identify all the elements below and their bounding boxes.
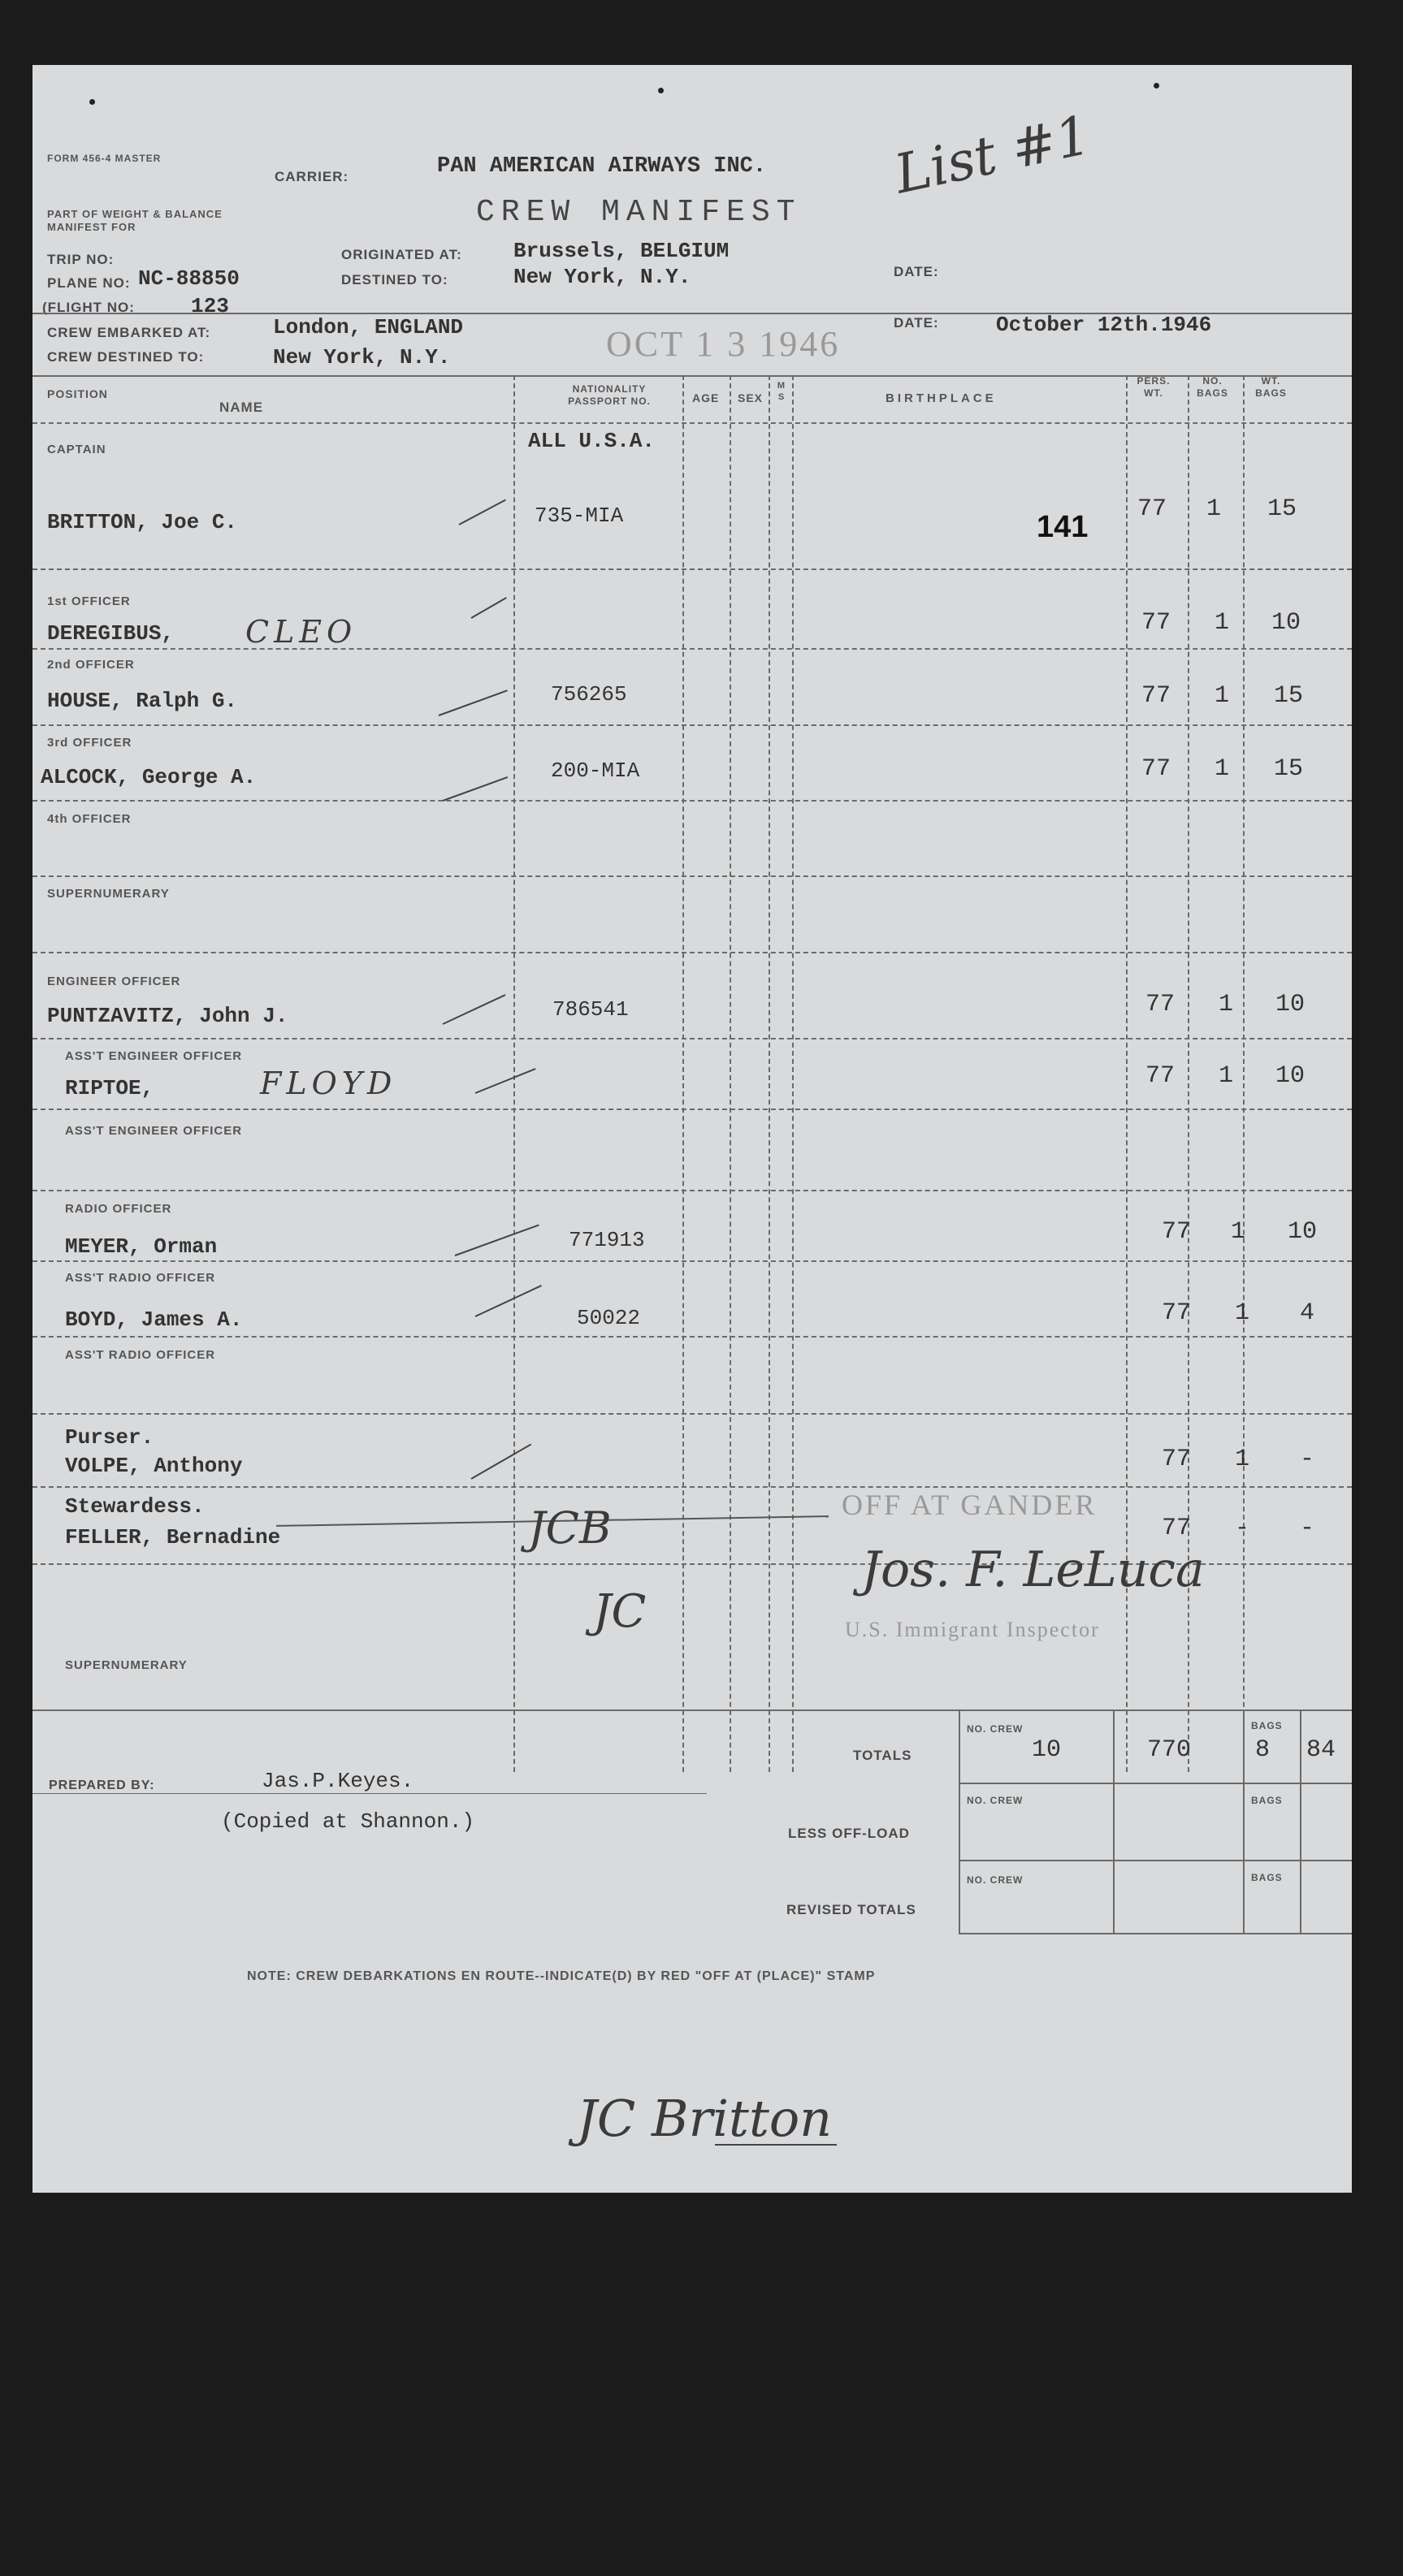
- row-passport: 735-MIA: [535, 504, 624, 528]
- destined-label: DESTINED TO:: [341, 272, 448, 287]
- row-position: RADIO OFFICER: [65, 1202, 172, 1216]
- no-crew-label-2: NO. CREW: [967, 1795, 1024, 1806]
- no-crew-label-3: NO. CREW: [967, 1874, 1024, 1886]
- col-name: NAME: [219, 400, 264, 415]
- embarked-value: London, ENGLAND: [273, 315, 464, 339]
- less-offload-label: LESS OFF-LOAD: [788, 1826, 910, 1841]
- originated-value: Brussels, BELGIUM: [513, 239, 730, 263]
- list-note: List #1: [889, 103, 1096, 206]
- row-position: ASS'T ENGINEER OFFICER: [65, 1124, 243, 1138]
- prepared-by: Jas.P.Keyes.: [262, 1769, 414, 1793]
- col-wt-bags: WT. BAGS: [1255, 375, 1287, 399]
- row-bag-wt: -: [1300, 1515, 1315, 1542]
- flight-value: 123: [191, 294, 229, 318]
- row-position: 1st OFFICER: [47, 594, 131, 608]
- binder-hole: [89, 99, 95, 105]
- plane-value: NC-88850: [138, 266, 240, 291]
- row-bags: 1: [1235, 1299, 1250, 1327]
- row-position: CAPTAIN: [47, 443, 106, 456]
- row-passport: 771913: [569, 1228, 645, 1252]
- row-wt: 77: [1162, 1218, 1192, 1246]
- initials-stamp-2: JC: [593, 1585, 647, 1638]
- page-number: 141: [1037, 510, 1089, 544]
- initials-stamp-1: JCB: [528, 1502, 612, 1554]
- row-bag-wt: -: [1300, 1446, 1315, 1473]
- row-passport: 50022: [577, 1306, 641, 1330]
- row-bag-wt: 10: [1275, 1062, 1306, 1090]
- row-wt: 77: [1162, 1299, 1192, 1327]
- row-wt: 77: [1141, 682, 1171, 710]
- row-bags: 1: [1219, 991, 1234, 1018]
- col-no-bags: NO. BAGS: [1197, 375, 1228, 399]
- originated-label: ORIGINATED AT:: [341, 247, 462, 262]
- binder-hole: [1154, 83, 1159, 89]
- carrier-value: PAN AMERICAN AIRWAYS INC.: [437, 154, 767, 179]
- col-age: AGE: [692, 391, 720, 404]
- row-bag-wt: 15: [1274, 755, 1304, 783]
- row-name: FELLER, Bernadine: [65, 1525, 281, 1549]
- captain-signature: JC Britton: [577, 2089, 833, 2148]
- row-wt: 77: [1162, 1446, 1192, 1473]
- row-name: VOLPE, Anthony: [65, 1454, 243, 1478]
- plane-label: PLANE NO:: [47, 275, 131, 291]
- embarked-label: CREW EMBARKED AT:: [47, 325, 211, 340]
- row-position: 2nd OFFICER: [47, 658, 135, 672]
- row-bags: 1: [1235, 1446, 1250, 1473]
- row-passport: 786541: [552, 997, 629, 1022]
- total-crew: 10: [1032, 1736, 1062, 1764]
- trip-label: TRIP NO:: [47, 252, 115, 267]
- col-nationality: NATIONALITY PASSPORT NO.: [568, 383, 651, 407]
- row-name: DEREGIBUS,: [47, 621, 175, 646]
- row-wt: 77: [1141, 755, 1171, 783]
- row-bags: 1: [1215, 755, 1230, 783]
- row-bags: 1: [1215, 609, 1230, 637]
- row-bag-wt: 10: [1275, 991, 1306, 1018]
- total-bag-weight: 84: [1306, 1736, 1336, 1764]
- part-of-label: PART OF WEIGHT & BALANCE MANIFEST FOR: [47, 208, 223, 233]
- row-position: SUPERNUMERARY: [65, 1658, 188, 1672]
- flight-label: (FLIGHT NO:: [42, 300, 135, 315]
- row-wt: 77: [1145, 991, 1176, 1018]
- row-name: BOYD, James A.: [65, 1307, 243, 1332]
- totals-label: TOTALS: [853, 1748, 912, 1763]
- inspector-title: U.S. Immigrant Inspector: [845, 1618, 1100, 1641]
- row-name-handwritten: FLOYD: [260, 1065, 397, 1101]
- row-bag-wt: 4: [1300, 1299, 1315, 1327]
- row-name: MEYER, Orman: [65, 1234, 218, 1259]
- row-passport: 200-MIA: [551, 759, 640, 783]
- row-position: SUPERNUMERARY: [47, 887, 170, 901]
- carrier-label: CARRIER:: [275, 169, 349, 184]
- col-ms: M S: [777, 381, 786, 402]
- row-bags: 1: [1219, 1062, 1234, 1090]
- row-position: ASS'T RADIO OFFICER: [65, 1271, 216, 1285]
- row-passport: 756265: [551, 682, 627, 707]
- copied-note: (Copied at Shannon.): [221, 1809, 475, 1834]
- row-bag-wt: 10: [1271, 609, 1301, 637]
- date-value: October 12th.1946: [996, 313, 1212, 337]
- col-position: POSITION: [47, 387, 108, 400]
- row-position: Stewardess.: [65, 1494, 205, 1519]
- crew-note: NOTE: CREW DEBARKATIONS EN ROUTE--INDICATE(D) BY RED "OFF AT (PLACE)" STAMP: [247, 1969, 876, 1983]
- row-name-handwritten: CLEO: [245, 614, 357, 650]
- row-bags: 1: [1215, 682, 1230, 710]
- row-bag-wt: 10: [1288, 1218, 1318, 1246]
- row-position: ASS'T RADIO OFFICER: [65, 1348, 216, 1362]
- row-wt: 77: [1162, 1515, 1192, 1542]
- col-pers-wt: PERS. WT.: [1137, 375, 1171, 399]
- revised-totals-label: REVISED TOTALS: [786, 1902, 916, 1917]
- col-sex: SEX: [738, 391, 764, 404]
- manifest-sheet: [32, 65, 1352, 2193]
- total-bags: 8: [1255, 1736, 1271, 1764]
- date-stamp: OCT 1 3 1946: [606, 324, 841, 364]
- date-label-top: DATE:: [894, 264, 939, 279]
- form-id: FORM 456-4 MASTER: [47, 153, 162, 164]
- row-position: ASS'T ENGINEER OFFICER: [65, 1049, 243, 1063]
- row-name: RIPTOE,: [65, 1076, 154, 1100]
- no-crew-label: NO. CREW: [967, 1723, 1024, 1735]
- col-birthplace: BIRTHPLACE: [886, 391, 997, 405]
- row-bags: -: [1235, 1515, 1250, 1542]
- total-weight: 770: [1147, 1736, 1192, 1764]
- off-at-stamp: OFF AT GANDER: [842, 1489, 1098, 1521]
- row-wt: 77: [1145, 1062, 1176, 1090]
- row-bag-wt: 15: [1267, 495, 1297, 523]
- bags-label-3: BAGS: [1251, 1872, 1283, 1883]
- row-bags: 1: [1206, 495, 1222, 523]
- destined-value: New York, N.Y.: [513, 265, 691, 289]
- nationality-all: ALL U.S.A.: [528, 429, 656, 453]
- bags-label: BAGS: [1251, 1720, 1283, 1731]
- binder-hole: [658, 88, 664, 93]
- row-wt: 77: [1137, 495, 1167, 523]
- row-name: PUNTZAVITZ, John J.: [47, 1004, 288, 1028]
- manifest-title: CREW MANIFEST: [476, 195, 802, 230]
- row-bags: 1: [1231, 1218, 1246, 1246]
- date-label: DATE:: [894, 315, 939, 331]
- crew-destined-value: New York, N.Y.: [273, 345, 451, 370]
- row-position: 4th OFFICER: [47, 812, 132, 826]
- inspector-signature: Jos. F. LeLuca: [861, 1541, 1205, 1598]
- row-name: HOUSE, Ralph G.: [47, 689, 238, 713]
- prepared-label: PREPARED BY:: [49, 1779, 155, 1792]
- row-wt: 77: [1141, 609, 1171, 637]
- bags-label-2: BAGS: [1251, 1795, 1283, 1806]
- row-position: Purser.: [65, 1425, 154, 1450]
- row-name: ALCOCK, George A.: [41, 765, 257, 789]
- row-bag-wt: 15: [1274, 682, 1304, 710]
- row-name: BRITTON, Joe C.: [47, 510, 238, 534]
- crew-destined-label: CREW DESTINED TO:: [47, 349, 205, 365]
- row-position: 3rd OFFICER: [47, 736, 132, 750]
- row-position: ENGINEER OFFICER: [47, 975, 181, 988]
